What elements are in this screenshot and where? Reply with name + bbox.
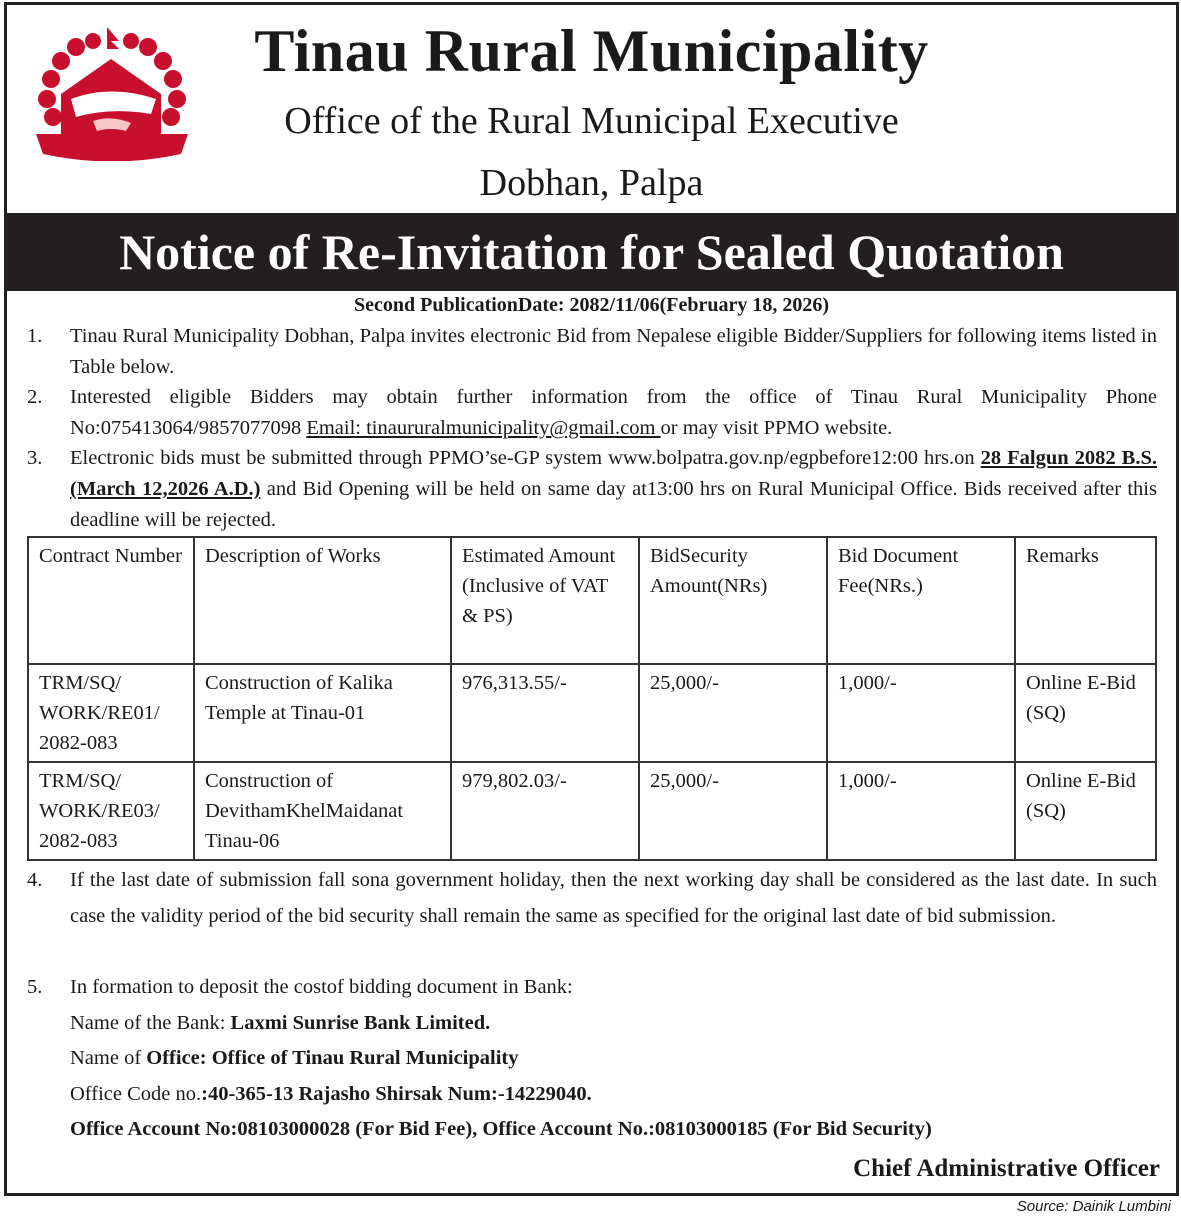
label: Office Code no.: [70, 1082, 202, 1105]
table-row: [28, 664, 1156, 762]
list-item-4: [27, 863, 1157, 934]
table-header-row: [28, 537, 1156, 664]
notice-banner: Notice of Re-Invitation for Sealed Quotation: [7, 213, 1176, 291]
label: Name of the Bank:: [70, 1011, 231, 1034]
table-cell: TRM/SQ/ WORK/RE01/ 2082-083: [28, 664, 194, 762]
table-cell: 1,000/-: [827, 762, 1015, 860]
notice-frame: [4, 2, 1179, 1196]
header: [7, 5, 1176, 213]
publication-date: Second PublicationDate: 2082/11/06(February 18, 2026): [354, 294, 829, 316]
item-text: In formation to deposit the costof bidding document in Bank:: [70, 976, 573, 998]
office-code-line: [70, 1077, 1157, 1113]
location: Dobhan, Palpa: [479, 162, 704, 204]
column-header: Remarks: [1015, 537, 1156, 664]
list-item-1: [27, 321, 1157, 383]
table-cell: TRM/SQ/ WORK/RE03/ 2082-083: [28, 762, 194, 860]
table-cell: 25,000/-: [639, 664, 827, 762]
municipality-title: Tinau Rural Municipality: [254, 18, 929, 84]
item-number: 4.: [27, 869, 43, 891]
email-link[interactable]: Email: tinaururalmunicipality@gmail.com: [306, 417, 661, 439]
office-name-line: [70, 1041, 1157, 1077]
column-header: Description of Works: [194, 537, 451, 664]
source-credit: Source: Dainik Lumbini: [1016, 1198, 1171, 1215]
list-item-5: [27, 970, 1157, 1148]
table-cell: 1,000/-: [827, 664, 1015, 762]
label: Name of: [70, 1047, 147, 1069]
item-text: Electronic bids must be submitted through PPMO’se-GP system www.bolpatra.gov.np/egpbefore12:00 hrs.on: [70, 447, 981, 469]
table-cell: 25,000/-: [639, 762, 827, 860]
table-cell: 979,802.03/-: [451, 762, 639, 860]
item-text: If the last date of submission fall sona government holiday, then the next working day shall be considered as the last date. In such case the validity period of the bid security shall remain the same as specified for the original last date of bid submission.: [70, 869, 1157, 927]
table-cell: Construction of DevithamKhelMaidanat Tinau-06: [194, 762, 451, 860]
deadline-date: 28 Falgun 2082 B.S. (March 12,2026 A.D.): [70, 447, 1157, 500]
office-code: :40-365-13 Rajasho Shirsak Num:-14229040.: [201, 1082, 592, 1105]
list-item-2: [27, 382, 1157, 444]
table-cell: 976,313.55/-: [451, 664, 639, 762]
signature-title: Chief Administrative Officer: [853, 1155, 1160, 1182]
account-numbers: Office Account No:08103000028 (For Bid Fee), Office Account No.:08103000185 (For Bid Security): [70, 1118, 932, 1140]
item-text: and Bid Opening will be held on same day at13:00 hrs on Rural Municipal Office. Bids received after this deadline will be rejected.: [70, 478, 1157, 531]
bank-name: Laxmi Sunrise Bank Limited.: [230, 1011, 491, 1034]
item-number: 5.: [27, 976, 43, 998]
item-number: 1.: [27, 325, 43, 347]
column-header: Estimated Amount (Inclusive of VAT & PS): [451, 537, 639, 664]
office-name: Office: Office of Tinau Rural Municipality: [146, 1047, 519, 1069]
table-cell: Online E-Bid (SQ): [1015, 762, 1156, 860]
item-text: Interested eligible Bidders may obtain further information from the office of Tinau Rural Municipality Phone No:075413064/9857077098: [70, 386, 1157, 439]
column-header: Bid Document Fee(NRs.): [827, 537, 1015, 664]
list-item-3: [27, 443, 1157, 536]
column-header: BidSecurity Amount(NRs): [639, 537, 827, 664]
item-text: Tinau Rural Municipality Dobhan, Palpa invites electronic Bid from Nepalese eligible Bidder/Suppliers for following items listed in Table below.: [70, 325, 1157, 378]
table-row: [28, 762, 1156, 860]
table-cell: Construction of Kalika Temple at Tinau-01: [194, 664, 451, 762]
item-number: 3.: [27, 447, 43, 469]
works-table: [27, 536, 1157, 861]
column-header: Contract Number: [28, 537, 194, 664]
office-subtitle: Office of the Rural Municipal Executive: [284, 100, 899, 142]
item-number: 2.: [27, 386, 43, 408]
bank-name-line: [70, 1006, 1157, 1042]
item-text: or may visit PPMO website.: [660, 417, 893, 439]
table-cell: Online E-Bid (SQ): [1015, 664, 1156, 762]
